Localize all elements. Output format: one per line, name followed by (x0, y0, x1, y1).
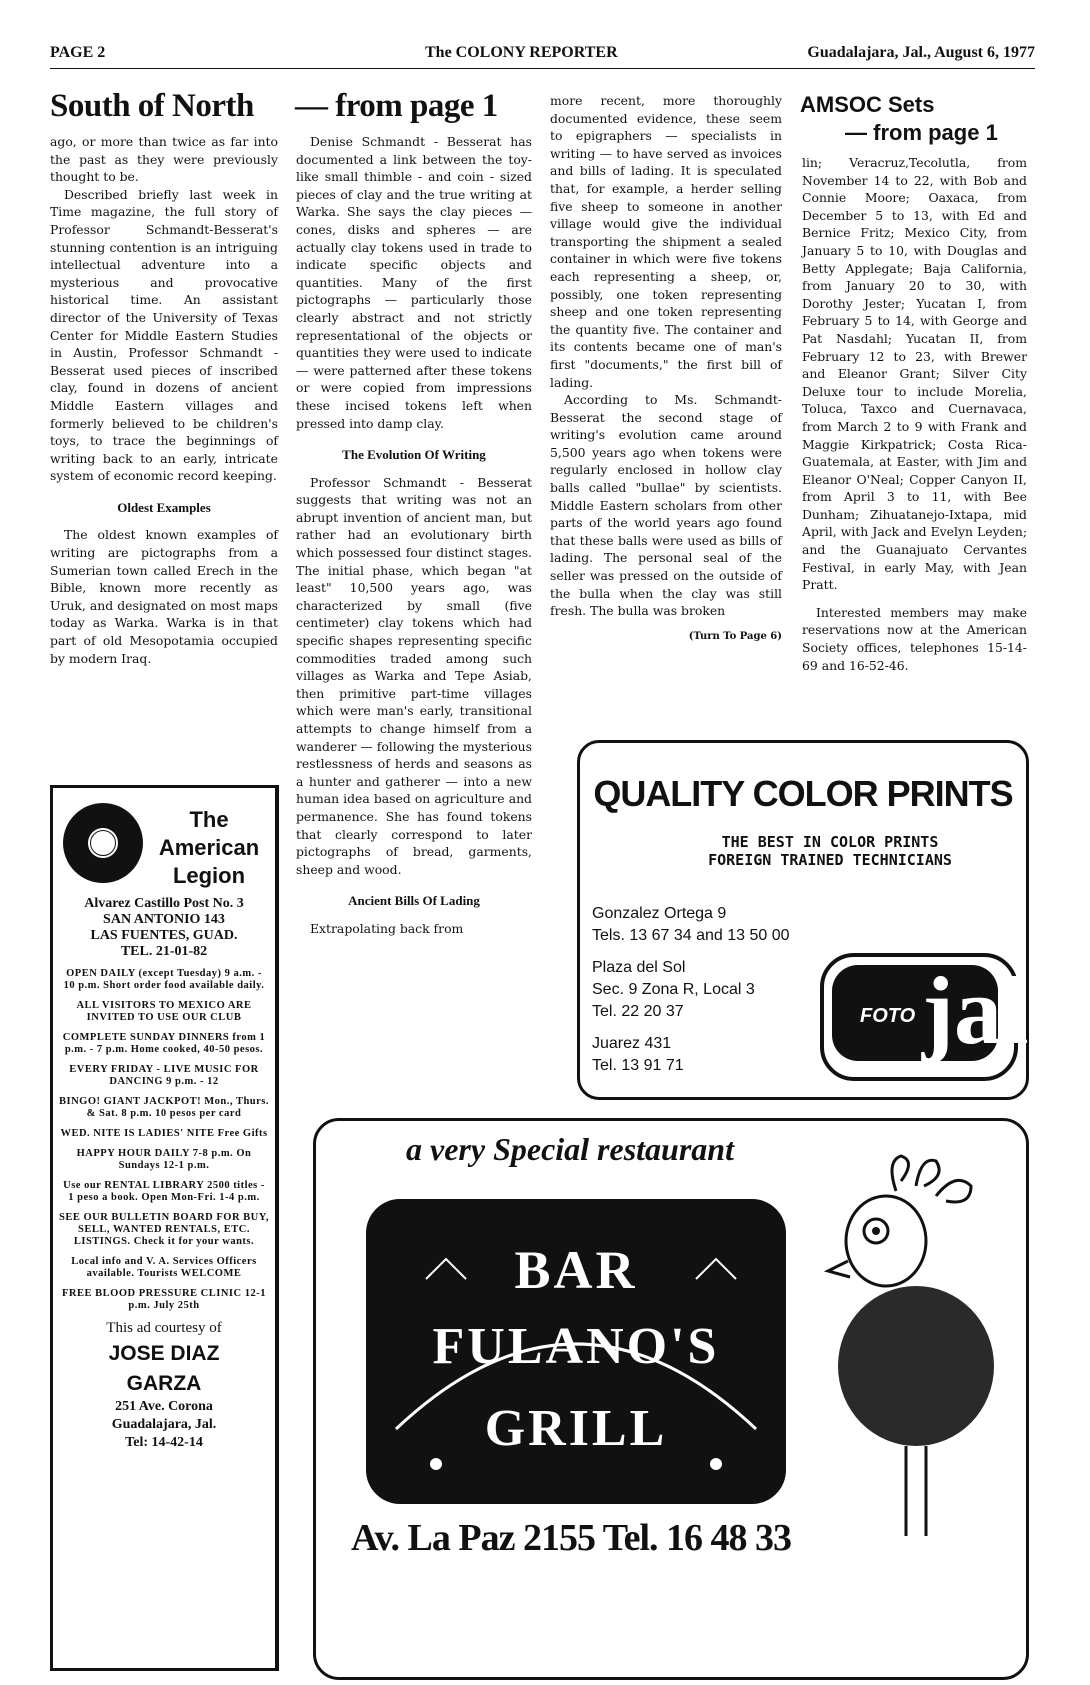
sponsor-address-2: Guadalajara, Jal. (111, 1417, 217, 1432)
bar-fulanos-grill-ad (313, 1118, 1029, 1680)
quality-subtitle-2: FOREIGN TRAINED TECHNICIANS (708, 851, 952, 869)
paragraph: Described briefly last week in Time magazine, the full story of Professor Schmandt-Besserat's stunning contention is an intriguing intellectual adventure into a mysterious and provocative historical time. An assistant director of the University of Texas Center for Middle Eastern Studies in Austin, Professor Schmandt - Besserat used pieces of inscribed clay, found in dozens of ancient Middle Eastern villages and formerly believed to be children's toys, to trace the beginnings of writing back to an early, intricate system of economic record keeping. (50, 186, 278, 484)
paragraph: lin; Veracruz,Tecolutla, from November 14 to 22, with Bob and Connie Moore; Oaxaca, from December 5 to 13, with Ed and Bernice Fritz; Mexico City, from January 5 to 10, with Douglas and Betty Applegate; Baja California, from January 20 to 30, with Dorothy Jester; Yucatan I, from February 5 to 14, with George and Pat Nasdahl; Yucatan II, from February 12 to 23, with Brewer and Eleanor Grant; Silver City Deluxe tour to include Morelia, Toluca, Taxco and Cuernavaca, from March 2 to 9 with Frank and Maggie Kirkpatrick; Costa Rica-Guatemala, at Easter, with Jim and Eleanor O'Neal; Copper Canyon II, from April 3 to 11, with Bee Dunham; Zihuatanejo-Ixtapa, mid April, with Jack and Evelyn Leyden; and the Guanajuato Cervantes Festival, in early May, with Jean Pratt. (802, 155, 1027, 593)
paragraph: ago, or more than twice as far into the past as they were previously thought to be. (50, 134, 278, 185)
legion-details (59, 896, 269, 1451)
location-3-address: Juarez 431 (592, 1035, 672, 1052)
quality-subtitle-1: THE BEST IN COLOR PRINTS (721, 833, 939, 851)
paragraph: Extrapolating back from (310, 920, 464, 936)
legion-line: WED. NITE IS LADIES' NITE Free Gifts (60, 1128, 268, 1139)
location-3-phone: Tel. 13 91 71 (592, 1057, 684, 1074)
legion-line: ALL VISITORS TO MEXICO ARE INVITED TO USE OUR CLUB (76, 1000, 252, 1023)
location-2 (592, 957, 755, 1023)
restaurant-sign (366, 1199, 786, 1504)
location-2-address: Sec. 9 Zona R, Local 3 (592, 981, 755, 998)
paragraph: more recent, more thoroughly documented evidence, these seem to epigraphers — specialists in writing — to have served as invoices and bills of lading. It is speculated that, for example, a herder selling five sheep to someone in another village would give the individual transporting the shipment a sealed container in which were five tokens each representing a sheep, or, possibly, one token representing sheep and one token representing the quantity five. The container and its contents became one of man's first "documents," the first bill of lading. (550, 93, 782, 390)
logo-jal-mark: jal (922, 957, 1029, 1064)
legion-line: COMPLETE SUNDAY DINNERS from 1 p.m. - 7 p.m. Home cooked, 40-50 pesos. (62, 1032, 266, 1055)
location-2-name: Plaza del Sol (592, 959, 686, 976)
legion-line: BINGO! GIANT JACKPOT! Mon., Thurs. & Sat. 8 p.m. 10 pesos per card (59, 1096, 270, 1119)
sponsor-name-1: JOSE DIAZ (108, 1342, 220, 1365)
legion-street: SAN ANTONIO 143 (103, 912, 225, 927)
quality-subtitle (640, 833, 1020, 869)
legion-courtesy: This ad courtesy of (106, 1320, 222, 1336)
sponsor-name-2: GARZA (126, 1372, 202, 1395)
paragraph: The oldest known examples of writing are pictographs from a Sumerian town called Erech in the Bible, known more recently as Uruk, and designated on most maps today as Warka. Warka is in that part of old Mesopotamia occupied by modern Iraq. (50, 527, 278, 666)
story-headline-right: — from page 1 (295, 88, 498, 124)
dateline: Guadalajara, Jal., August 6, 1977 (807, 44, 1035, 61)
legion-colony: LAS FUENTES, GUAD. (90, 928, 238, 943)
location-1-phone: Tels. 13 67 34 and 13 50 00 (592, 927, 790, 944)
subhead-ancient-bills: Ancient Bills Of Lading (348, 893, 480, 909)
paper-name: The COLONY REPORTER (425, 44, 618, 61)
sponsor-address-1: 251 Ave. Corona (115, 1399, 213, 1414)
amsoc-column (802, 154, 1027, 674)
sponsor-address-3: Tel: 14-42-14 (125, 1435, 203, 1450)
legion-line: OPEN DAILY (except Tuesday) 9 a.m. - 10 p.m. Short order food available daily. (63, 968, 265, 991)
story-column-2 (296, 133, 532, 938)
legion-title: The American Legion (158, 807, 260, 888)
sign-word-bar: BAR (514, 1240, 638, 1300)
story-headline-left: South of North (50, 88, 254, 124)
location-2-phone: Tel. 22 20 37 (592, 1003, 684, 1020)
restaurant-address: Av. La Paz 2155 Tel. 16 48 33 (351, 1517, 792, 1559)
subhead-evolution-of-writing: The Evolution Of Writing (342, 447, 486, 463)
sign-word-fulanos: FULANO'S (432, 1318, 720, 1375)
subhead-oldest-examples: Oldest Examples (117, 499, 211, 515)
legion-line: HAPPY HOUR DAILY 7-8 p.m. On Sundays 12-1 p.m. (76, 1148, 252, 1171)
quality-title: QUALITY COLOR PRINTS (593, 773, 1013, 814)
paragraph: Denise Schmandt - Besserat has documented a link between the toy-like small thimble - and coin - sized pieces of clay and the true writing at Warka. She says the clay pieces — cones, disks and spheres — are actually clay tokens used in trade to indicate specific objects and quantities. Many of the first pictographs — particularly those clearly abstract and not strictly representational of the objects or quantities they were used to indicate — were patterned after these tokens or were copied from impressions these incised tokens left when pressed into damp clay. (296, 134, 532, 431)
amsoc-headline-continued: — from page 1 (845, 120, 998, 145)
restaurant-slogan: a very Special restaurant (406, 1131, 734, 1167)
paragraph: Professor Schmandt - Besserat suggests that writing was not an abrupt invention of ancient man, but rather had an evolutionary birth which possessed four distinct stages. The initial phase, which began "at least" 10,500 years ago, was characterized by small (five centimeter) clay tokens which had specific shapes representing specific commodities traded among such villages as Warka and Tepe Asiab, then primitive part-time villages which were man's early, transitional attempts to change himself from a wanderer — following the mysterious restlessness of herds and seasons as a hunter and gatherer — into a new human idea based on agriculture and permanence. She has found tokens that clearly correspond to later pictographs of bread, garments, sheep and wood. (296, 474, 532, 877)
legion-line: Local info and V. A. Services Officers available. Tourists WELCOME (71, 1256, 257, 1279)
sign-word-grill: GRILL (484, 1400, 668, 1457)
legion-line: Use our RENTAL LIBRARY 2500 titles - 1 peso a book. Open Mon-Fri. 1-4 p.m. (63, 1180, 265, 1203)
american-legion-ad (50, 785, 279, 1671)
logo-foto-text: FOTO (860, 1005, 916, 1027)
story-column-3 (550, 92, 782, 645)
bird-illustration-icon (806, 1151, 1006, 1541)
legion-seal-icon (63, 803, 143, 883)
paragraph: According to Ms. Schmandt-Besserat the second stage of writing's evolution came around 5,500 years ago when tokens were regularly enclosed in hollow clay balls called "bullae" by scientists. Middle Eastern scholars from other parts of the world years ago found that these balls were used as bills of lading. The personal seal of the seller was pressed on the outside of the bulla when the clay was still fresh. The bulla was broken (550, 392, 782, 619)
legion-line: EVERY FRIDAY - LIVE MUSIC FOR DANCING 9 p.m. - 12 (69, 1064, 259, 1087)
legion-line: SEE OUR BULLETIN BOARD FOR BUY, SELL, WANTED RENTALS, ETC. LISTINGS. Check it for your wants. (59, 1212, 269, 1247)
turn-to-page: (Turn To Page 6) (688, 630, 782, 642)
location-3 (592, 1033, 684, 1077)
amsoc-headline: AMSOC Sets (800, 92, 935, 117)
legion-line: FREE BLOOD PRESSURE CLINIC 12-1 p.m. July 25th (62, 1288, 266, 1311)
legion-post: Alvarez Castillo Post No. 3 (84, 896, 244, 911)
paragraph: Interested members may make reservations now at the American Society offices, telephones 15-14-69 and 16-52-46. (802, 604, 1027, 673)
masthead (50, 40, 1035, 69)
story-column-1 (50, 133, 278, 667)
location-1-address: Gonzalez Ortega 9 (592, 905, 727, 922)
legion-tel: TEL. 21-01-82 (120, 944, 208, 959)
page-number: PAGE 2 (50, 44, 106, 61)
foto-jal-logo-icon (820, 953, 1029, 1081)
quality-color-prints-ad (577, 740, 1029, 1100)
location-1 (592, 903, 790, 947)
